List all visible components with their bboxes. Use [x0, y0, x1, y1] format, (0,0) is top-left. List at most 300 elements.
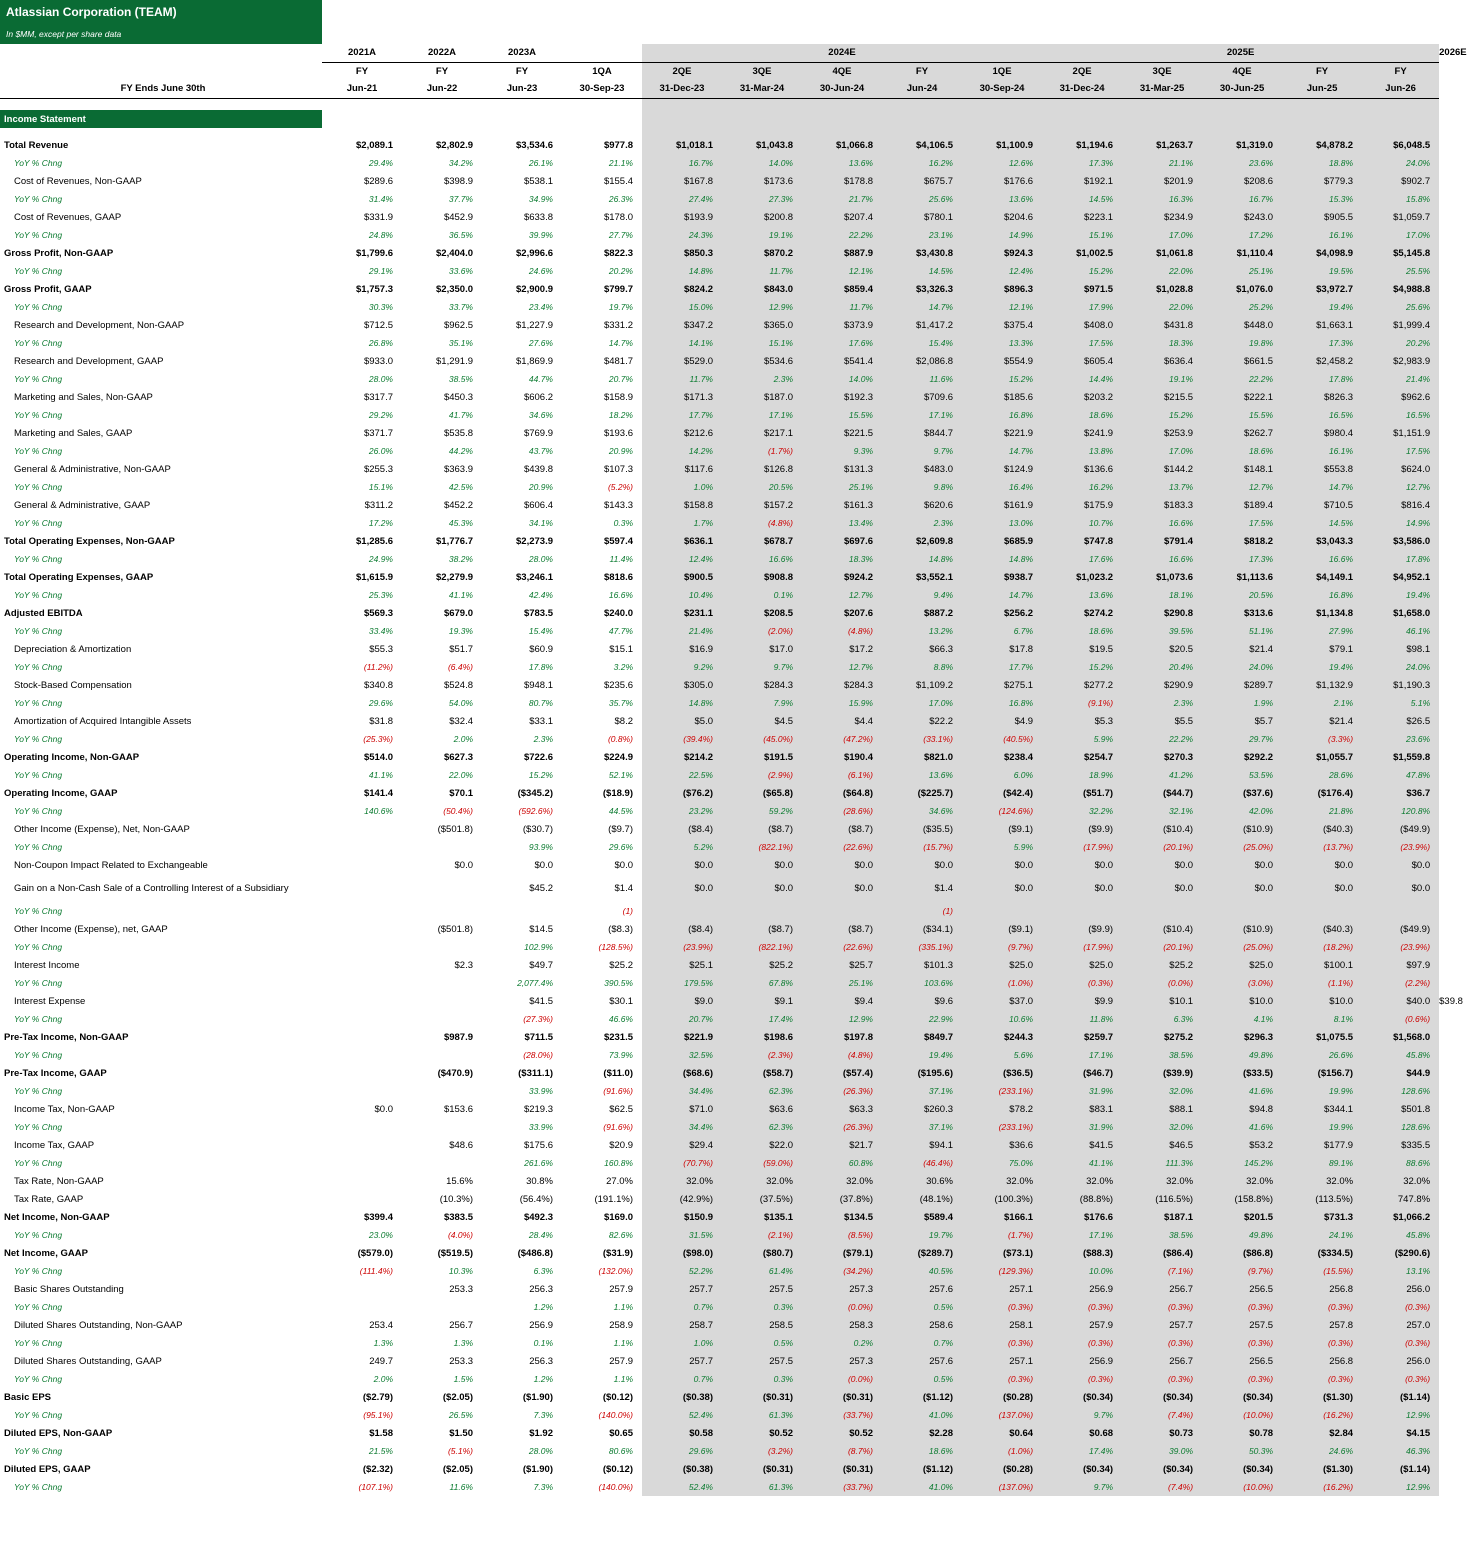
- cell-value: $1,134.8: [1282, 604, 1362, 622]
- cell-value: $0.0: [1282, 874, 1362, 902]
- cell-yoy: 32.0%: [1122, 1118, 1202, 1136]
- cell-value: $4,988.8: [1362, 280, 1439, 298]
- cell-yoy: (1): [622, 906, 633, 916]
- cell-value: 256.5: [1202, 1280, 1282, 1298]
- cell-value: $98.1: [1362, 640, 1439, 658]
- header-cell-date: Jun-24: [882, 80, 962, 98]
- cell-yoy: (132.0%): [598, 1266, 633, 1276]
- table-row: [0, 298, 1439, 316]
- cell-value: $234.9: [1122, 208, 1202, 226]
- spacer-cell: [962, 98, 1042, 110]
- cell-yoy: 17.4%: [1042, 1442, 1122, 1460]
- cell-yoy: 0.1%: [533, 1338, 553, 1348]
- cell-value: $0.0: [722, 856, 802, 874]
- cell-value: $534.6: [722, 352, 802, 370]
- spacer-cell: [1362, 128, 1439, 136]
- cell-value: $9.6: [882, 992, 962, 1010]
- cell-value: $21.4: [1202, 640, 1282, 658]
- cell-value: ($0.34): [1202, 1388, 1282, 1406]
- cell-yoy: 32.0%: [1122, 1082, 1202, 1100]
- cell-yoy: 12.4%: [962, 262, 1042, 280]
- cell-yoy: 140.6%: [364, 806, 393, 816]
- cell-yoy: 179.5%: [642, 974, 722, 992]
- cell-value: $2,086.8: [882, 352, 962, 370]
- cell-value: $4,952.1: [1362, 568, 1439, 586]
- cell-value: $41.5: [529, 995, 553, 1007]
- cell-yoy: 16.6%: [1282, 550, 1362, 568]
- cell-value: $408.0: [1042, 316, 1122, 334]
- header-cell-date: Jun-25: [1282, 80, 1362, 98]
- cell-yoy: 11.6%: [882, 370, 962, 388]
- cell-value: $176.6: [962, 172, 1042, 190]
- cell-value: $1,417.2: [882, 316, 962, 334]
- cell-value: $22.2: [882, 712, 962, 730]
- section-empty-cell: [1122, 110, 1202, 128]
- cell-yoy: 0.5%: [882, 1298, 962, 1316]
- cell-yoy: 13.0%: [962, 514, 1042, 532]
- row-label: Total Operating Expenses, GAAP: [4, 571, 154, 583]
- row-label-yoy: YoY % Chng: [14, 1338, 63, 1348]
- cell-value: 257.7: [642, 1352, 722, 1370]
- cell-yoy: (2.1%): [722, 1226, 802, 1244]
- cell-yoy: 16.7%: [1202, 190, 1282, 208]
- cell-yoy: [402, 838, 482, 856]
- cell-value: ($225.7): [882, 784, 962, 802]
- cell-value: $924.2: [802, 568, 882, 586]
- cell-yoy: 16.2%: [882, 154, 962, 172]
- cell-value: ($0.31): [722, 1388, 802, 1406]
- cell-value: ($86.4): [1122, 1244, 1202, 1262]
- company-title: Atlassian Corporation (TEAM): [6, 5, 177, 19]
- cell-value: $849.7: [882, 1028, 962, 1046]
- cell-value: $722.6: [523, 751, 553, 763]
- header-group-2021A: 2021A: [322, 44, 402, 62]
- cell-yoy: 0.3%: [722, 1370, 802, 1388]
- cell-value: $36.6: [962, 1136, 1042, 1154]
- cell-yoy: 19.5%: [1282, 262, 1362, 280]
- cell-value: ($0.12): [602, 1391, 633, 1403]
- cell-value: 258.6: [882, 1316, 962, 1334]
- cell-value: $2.28: [882, 1424, 962, 1442]
- cell-yoy: 88.6%: [1362, 1154, 1439, 1172]
- cell-yoy: 10.0%: [1042, 1262, 1122, 1280]
- cell-yoy: 19.1%: [722, 226, 802, 244]
- cell-value: $1,018.1: [642, 136, 722, 154]
- spacer-cell: [0, 98, 322, 110]
- cell-yoy: 14.1%: [642, 334, 722, 352]
- cell-value: ($0.34): [1202, 1460, 1282, 1478]
- cell-yoy: 16.8%: [962, 694, 1042, 712]
- cell-value: $887.9: [802, 244, 882, 262]
- cell-yoy: (6.4%): [447, 662, 473, 672]
- cell-yoy: (28.6%): [802, 802, 882, 820]
- cell-yoy: (23.9%): [1362, 938, 1439, 956]
- cell-value: $0.0: [882, 856, 962, 874]
- cell-value: $4.4: [802, 712, 882, 730]
- cell-yoy: (16.2%): [1282, 1406, 1362, 1424]
- cell-value: (42.9%): [642, 1190, 722, 1208]
- cell-yoy: (9.7%): [1202, 1262, 1282, 1280]
- cell-value: $256.2: [962, 604, 1042, 622]
- cell-yoy: 42.0%: [1202, 802, 1282, 820]
- cell-value: $589.4: [882, 1208, 962, 1226]
- cell-value: $10.0: [1282, 992, 1362, 1010]
- cell-value: $221.9: [962, 424, 1042, 442]
- cell-value: $710.5: [1282, 496, 1362, 514]
- cell-yoy: (3.3%): [1282, 730, 1362, 748]
- cell-value: $2,350.0: [436, 283, 473, 295]
- cell-yoy: 26.0%: [368, 446, 393, 456]
- cell-yoy: [322, 1118, 402, 1136]
- cell-value: ($345.2): [517, 787, 553, 799]
- cell-value: $1,100.9: [962, 136, 1042, 154]
- cell-value: $44.9: [1362, 1064, 1439, 1082]
- cell-yoy: 7.3%: [533, 1410, 553, 1420]
- cell-value: $3,552.1: [882, 568, 962, 586]
- cell-yoy: 12.9%: [1362, 1406, 1439, 1424]
- table-row: [0, 1406, 1439, 1424]
- header-cell: 4QE: [1202, 62, 1282, 80]
- row-label: Net Income, GAAP: [4, 1247, 88, 1259]
- cell-value: ($9.1): [962, 820, 1042, 838]
- cell-yoy: (0.3%): [1122, 1370, 1202, 1388]
- cell-yoy: 40.5%: [882, 1262, 962, 1280]
- cell-value: $3,043.3: [1282, 532, 1362, 550]
- table-row: [0, 956, 1439, 974]
- table-row: [0, 1226, 1439, 1244]
- cell-value: 257.3: [802, 1352, 882, 1370]
- header-cell-date: Jun-21: [322, 80, 402, 98]
- cell-value: 30.8%: [526, 1175, 553, 1187]
- cell-value: (100.3%): [962, 1190, 1042, 1208]
- cell-yoy: (0.3%): [1202, 1298, 1282, 1316]
- cell-yoy: 2.3%: [1122, 694, 1202, 712]
- cell-yoy: 0.7%: [642, 1370, 722, 1388]
- cell-yoy: 38.2%: [448, 554, 473, 564]
- cell-value: $131.3: [802, 460, 882, 478]
- cell-yoy: 67.8%: [722, 974, 802, 992]
- cell-yoy: 25.1%: [802, 974, 882, 992]
- cell-value: $49.7: [529, 959, 553, 971]
- cell-value: 256.8: [1282, 1352, 1362, 1370]
- row-label-yoy: YoY % Chng: [14, 1446, 63, 1456]
- cell-yoy: [402, 1298, 482, 1316]
- cell-value: ($289.7): [882, 1244, 962, 1262]
- cell-value: 257.5: [722, 1352, 802, 1370]
- cell-value: $255.3: [363, 463, 393, 475]
- cell-value: $902.7: [1362, 172, 1439, 190]
- cell-value: $175.6: [523, 1139, 553, 1151]
- cell-value: 257.6: [882, 1280, 962, 1298]
- cell-yoy: 36.5%: [448, 230, 473, 240]
- cell-yoy: 24.3%: [642, 226, 722, 244]
- cell-yoy: 31.5%: [642, 1226, 722, 1244]
- cell-yoy: 20.5%: [722, 478, 802, 496]
- cell-value: $46.5: [1122, 1136, 1202, 1154]
- cell-yoy: 2.1%: [1282, 694, 1362, 712]
- cell-value: $3,430.8: [882, 244, 962, 262]
- cell-yoy: 32.5%: [642, 1046, 722, 1064]
- row-label: Operating Income, Non-GAAP: [4, 751, 140, 763]
- cell-value: [402, 992, 482, 1010]
- cell-yoy: [1362, 902, 1439, 920]
- header-corner: [0, 44, 322, 62]
- cell-yoy: 42.4%: [528, 590, 553, 600]
- cell-yoy: 2.3%: [722, 370, 802, 388]
- row-label: Depreciation & Amortization: [14, 643, 132, 655]
- cell-yoy: 24.6%: [1282, 1442, 1362, 1460]
- cell-value: $606.2: [523, 391, 553, 403]
- cell-yoy: (822.1%): [722, 938, 802, 956]
- row-label: General & Administrative, GAAP: [14, 499, 151, 511]
- spacer-cell: [482, 98, 562, 110]
- cell-yoy: 31.9%: [1042, 1082, 1122, 1100]
- cell-value: $0.68: [1042, 1424, 1122, 1442]
- cell-value: $896.3: [962, 280, 1042, 298]
- cell-value: [322, 1190, 402, 1208]
- cell-yoy: 9.7%: [1042, 1478, 1122, 1496]
- row-label: Research and Development, GAAP: [14, 355, 164, 367]
- cell-value: $222.1: [1202, 388, 1282, 406]
- cell-yoy: (0.8%): [607, 734, 633, 744]
- cell-yoy: 13.6%: [962, 190, 1042, 208]
- cell-value: ($1.12): [882, 1460, 962, 1478]
- cell-yoy: 14.5%: [1042, 190, 1122, 208]
- cell-value: $189.4: [1202, 496, 1282, 514]
- cell-value: ($1.90): [522, 1463, 553, 1475]
- cell-value: 32.0%: [962, 1172, 1042, 1190]
- cell-yoy: 17.0%: [882, 694, 962, 712]
- cell-value: $311.2: [364, 499, 393, 511]
- cell-value: ($501.8): [437, 823, 473, 835]
- cell-yoy: (2.0%): [722, 622, 802, 640]
- cell-value: (37.8%): [802, 1190, 882, 1208]
- cell-value: $63.6: [722, 1100, 802, 1118]
- cell-yoy: (22.6%): [802, 938, 882, 956]
- cell-value: $290.8: [1122, 604, 1202, 622]
- cell-yoy: (27.3%): [523, 1014, 553, 1024]
- cell-yoy: 17.5%: [1042, 334, 1122, 352]
- cell-value: $962.6: [1362, 388, 1439, 406]
- cell-value: [322, 992, 402, 1010]
- cell-value: $136.6: [1042, 460, 1122, 478]
- cell-value: $431.8: [1122, 316, 1202, 334]
- cell-value: ($49.9): [1362, 920, 1439, 938]
- cell-yoy: 16.4%: [962, 478, 1042, 496]
- table-row: [0, 676, 1439, 694]
- header-cell: 2QE: [642, 62, 722, 80]
- cell-value: $289.7: [1202, 676, 1282, 694]
- cell-value: $1,076.0: [1202, 280, 1282, 298]
- cell-value: ($8.7): [722, 920, 802, 938]
- cell-yoy: 34.4%: [642, 1082, 722, 1100]
- cell-value: $17.2: [802, 640, 882, 658]
- cell-value: 258.7: [642, 1316, 722, 1334]
- cell-yoy: (17.9%): [1042, 838, 1122, 856]
- cell-yoy: (335.1%): [882, 938, 962, 956]
- cell-value: $709.6: [882, 388, 962, 406]
- cell-value: $331.2: [603, 319, 633, 331]
- cell-yoy: 0.5%: [722, 1334, 802, 1352]
- cell-yoy: [322, 1010, 402, 1028]
- cell-value: 257.1: [962, 1280, 1042, 1298]
- cell-value: ($10.9): [1202, 920, 1282, 938]
- cell-value: $198.6: [722, 1028, 802, 1046]
- cell-value: ($0.34): [1042, 1460, 1122, 1478]
- cell-value: $980.4: [1282, 424, 1362, 442]
- row-label: Basic Shares Outstanding: [14, 1283, 124, 1295]
- cell-yoy: 19.4%: [1282, 298, 1362, 316]
- cell-value: [322, 1280, 402, 1298]
- cell-value: $45.2: [529, 882, 553, 894]
- cell-value: $71.0: [642, 1100, 722, 1118]
- cell-yoy: 28.6%: [1282, 766, 1362, 784]
- cell-value: $207.4: [802, 208, 882, 226]
- cell-yoy: (0.3%): [1202, 1370, 1282, 1388]
- cell-value: $223.1: [1042, 208, 1122, 226]
- cell-value: $1,190.3: [1362, 676, 1439, 694]
- row-label-yoy: YoY % Chng: [14, 806, 63, 816]
- table-row: [0, 938, 1439, 956]
- cell-value: ($9.7): [608, 823, 633, 835]
- cell-value: $818.6: [603, 571, 633, 583]
- cell-value: $2.3: [454, 959, 473, 971]
- cell-yoy: 7.3%: [533, 1482, 553, 1492]
- section-empty-cell: [642, 110, 722, 128]
- cell-yoy: 52.1%: [608, 770, 633, 780]
- cell-value: $21.7: [802, 1136, 882, 1154]
- cell-yoy: 35.7%: [608, 698, 633, 708]
- cell-yoy: (129.3%): [962, 1262, 1042, 1280]
- cell-value: $501.8: [1362, 1100, 1439, 1118]
- cell-yoy: 17.1%: [1042, 1046, 1122, 1064]
- spacer-cell: [1282, 128, 1362, 136]
- row-label-yoy: YoY % Chng: [14, 374, 63, 384]
- cell-yoy: 24.0%: [1362, 154, 1439, 172]
- cell-yoy: (11.2%): [363, 662, 393, 672]
- cell-value: $0.0: [642, 874, 722, 902]
- cell-yoy: 45.8%: [1362, 1226, 1439, 1244]
- cell-value: $870.2: [722, 244, 802, 262]
- cell-yoy: (9.1%): [1042, 694, 1122, 712]
- cell-value: ($486.8): [517, 1247, 553, 1259]
- cell-yoy: 1.1%: [613, 1302, 633, 1312]
- cell-value: $3,534.6: [516, 139, 553, 151]
- cell-value: $9.4: [802, 992, 882, 1010]
- cell-yoy: 6.3%: [1122, 1010, 1202, 1028]
- cell-yoy: 6.7%: [962, 622, 1042, 640]
- cell-yoy: (16.2%): [1282, 1478, 1362, 1496]
- spacer-cell: [962, 128, 1042, 136]
- cell-value: $398.9: [443, 175, 473, 187]
- table-row: [0, 694, 1439, 712]
- cell-value: 258.1: [962, 1316, 1042, 1334]
- cell-yoy: 34.6%: [528, 410, 553, 420]
- row-label: General & Administrative, Non-GAAP: [14, 463, 171, 475]
- cell-yoy: 4.1%: [1202, 1010, 1282, 1028]
- cell-value: [322, 920, 402, 938]
- cell-yoy: [1042, 902, 1122, 920]
- cell-value: $1,291.9: [436, 355, 473, 367]
- cell-yoy: 21.4%: [1362, 370, 1439, 388]
- cell-yoy: (7.4%): [1122, 1478, 1202, 1496]
- cell-value: $1,023.2: [1042, 568, 1122, 586]
- cell-value: $3,326.3: [882, 280, 962, 298]
- cell-yoy: 16.1%: [1282, 226, 1362, 244]
- cell-value: $0.0: [614, 859, 633, 871]
- cell-yoy: [322, 1046, 402, 1064]
- row-label: Other Income (Expense), net, GAAP: [14, 923, 168, 935]
- cell-value: $157.2: [722, 496, 802, 514]
- header-group-2024E: 2024E: [642, 44, 1042, 62]
- cell-value: $1,066.2: [1362, 1208, 1439, 1226]
- cell-yoy: 25.5%: [1362, 262, 1439, 280]
- header-cell: 2QE: [1042, 62, 1122, 80]
- row-label-yoy: YoY % Chng: [14, 230, 63, 240]
- cell-yoy: 44.7%: [528, 374, 553, 384]
- header-cell: FY: [515, 65, 529, 77]
- cell-yoy: 2.3%: [533, 734, 553, 744]
- header-cell-date: 31-Dec-24: [1042, 80, 1122, 98]
- cell-value: 257.9: [609, 1283, 633, 1295]
- cell-value: $78.2: [962, 1100, 1042, 1118]
- cell-yoy: 14.5%: [882, 262, 962, 280]
- cell-value: $514.0: [363, 751, 393, 763]
- cell-yoy: [642, 902, 722, 920]
- table-row: [0, 730, 1439, 748]
- cell-value: $14.5: [529, 923, 553, 935]
- cell-value: $9.9: [1042, 992, 1122, 1010]
- cell-yoy: 16.8%: [1282, 586, 1362, 604]
- cell-value: $66.3: [882, 640, 962, 658]
- cell-value: ($1.12): [882, 1388, 962, 1406]
- cell-value: $1,663.1: [1282, 316, 1362, 334]
- cell-yoy: (0.3%): [1042, 1370, 1122, 1388]
- row-label-yoy: YoY % Chng: [14, 590, 63, 600]
- cell-value: ($51.7): [1042, 784, 1122, 802]
- cell-value: $262.7: [1202, 424, 1282, 442]
- cell-value: $0.0: [1282, 856, 1362, 874]
- cell-yoy: (18.2%): [1282, 938, 1362, 956]
- cell-value: $32.4: [449, 715, 473, 727]
- cell-value: $212.6: [642, 424, 722, 442]
- cell-yoy: (33.7%): [802, 1478, 882, 1496]
- spacer-cell: [402, 98, 482, 110]
- cell-value: $535.8: [443, 427, 473, 439]
- cell-value: $0.0: [1362, 874, 1439, 902]
- table-row: [0, 658, 1439, 676]
- cell-yoy: (2.9%): [722, 766, 802, 784]
- cell-value: $62.5: [609, 1103, 633, 1115]
- cell-value: $678.7: [722, 532, 802, 550]
- cell-yoy: 21.1%: [1122, 154, 1202, 172]
- cell-yoy: 15.2%: [1042, 262, 1122, 280]
- cell-yoy: 43.7%: [528, 446, 553, 456]
- cell-yoy: (45.0%): [722, 730, 802, 748]
- cell-yoy: (128.5%): [598, 942, 633, 952]
- cell-yoy: (0.6%): [1362, 1010, 1439, 1028]
- cell-value: $187.0: [722, 388, 802, 406]
- cell-yoy: 28.0%: [368, 374, 393, 384]
- cell-value: $0.0: [1202, 874, 1282, 902]
- cell-yoy: (3.2%): [722, 1442, 802, 1460]
- cell-value: $908.8: [722, 568, 802, 586]
- table-row: [0, 1334, 1439, 1352]
- cell-yoy: (33.1%): [882, 730, 962, 748]
- cell-value: [322, 1064, 402, 1082]
- cell-value: 256.8: [1282, 1280, 1362, 1298]
- cell-yoy: 52.4%: [642, 1406, 722, 1424]
